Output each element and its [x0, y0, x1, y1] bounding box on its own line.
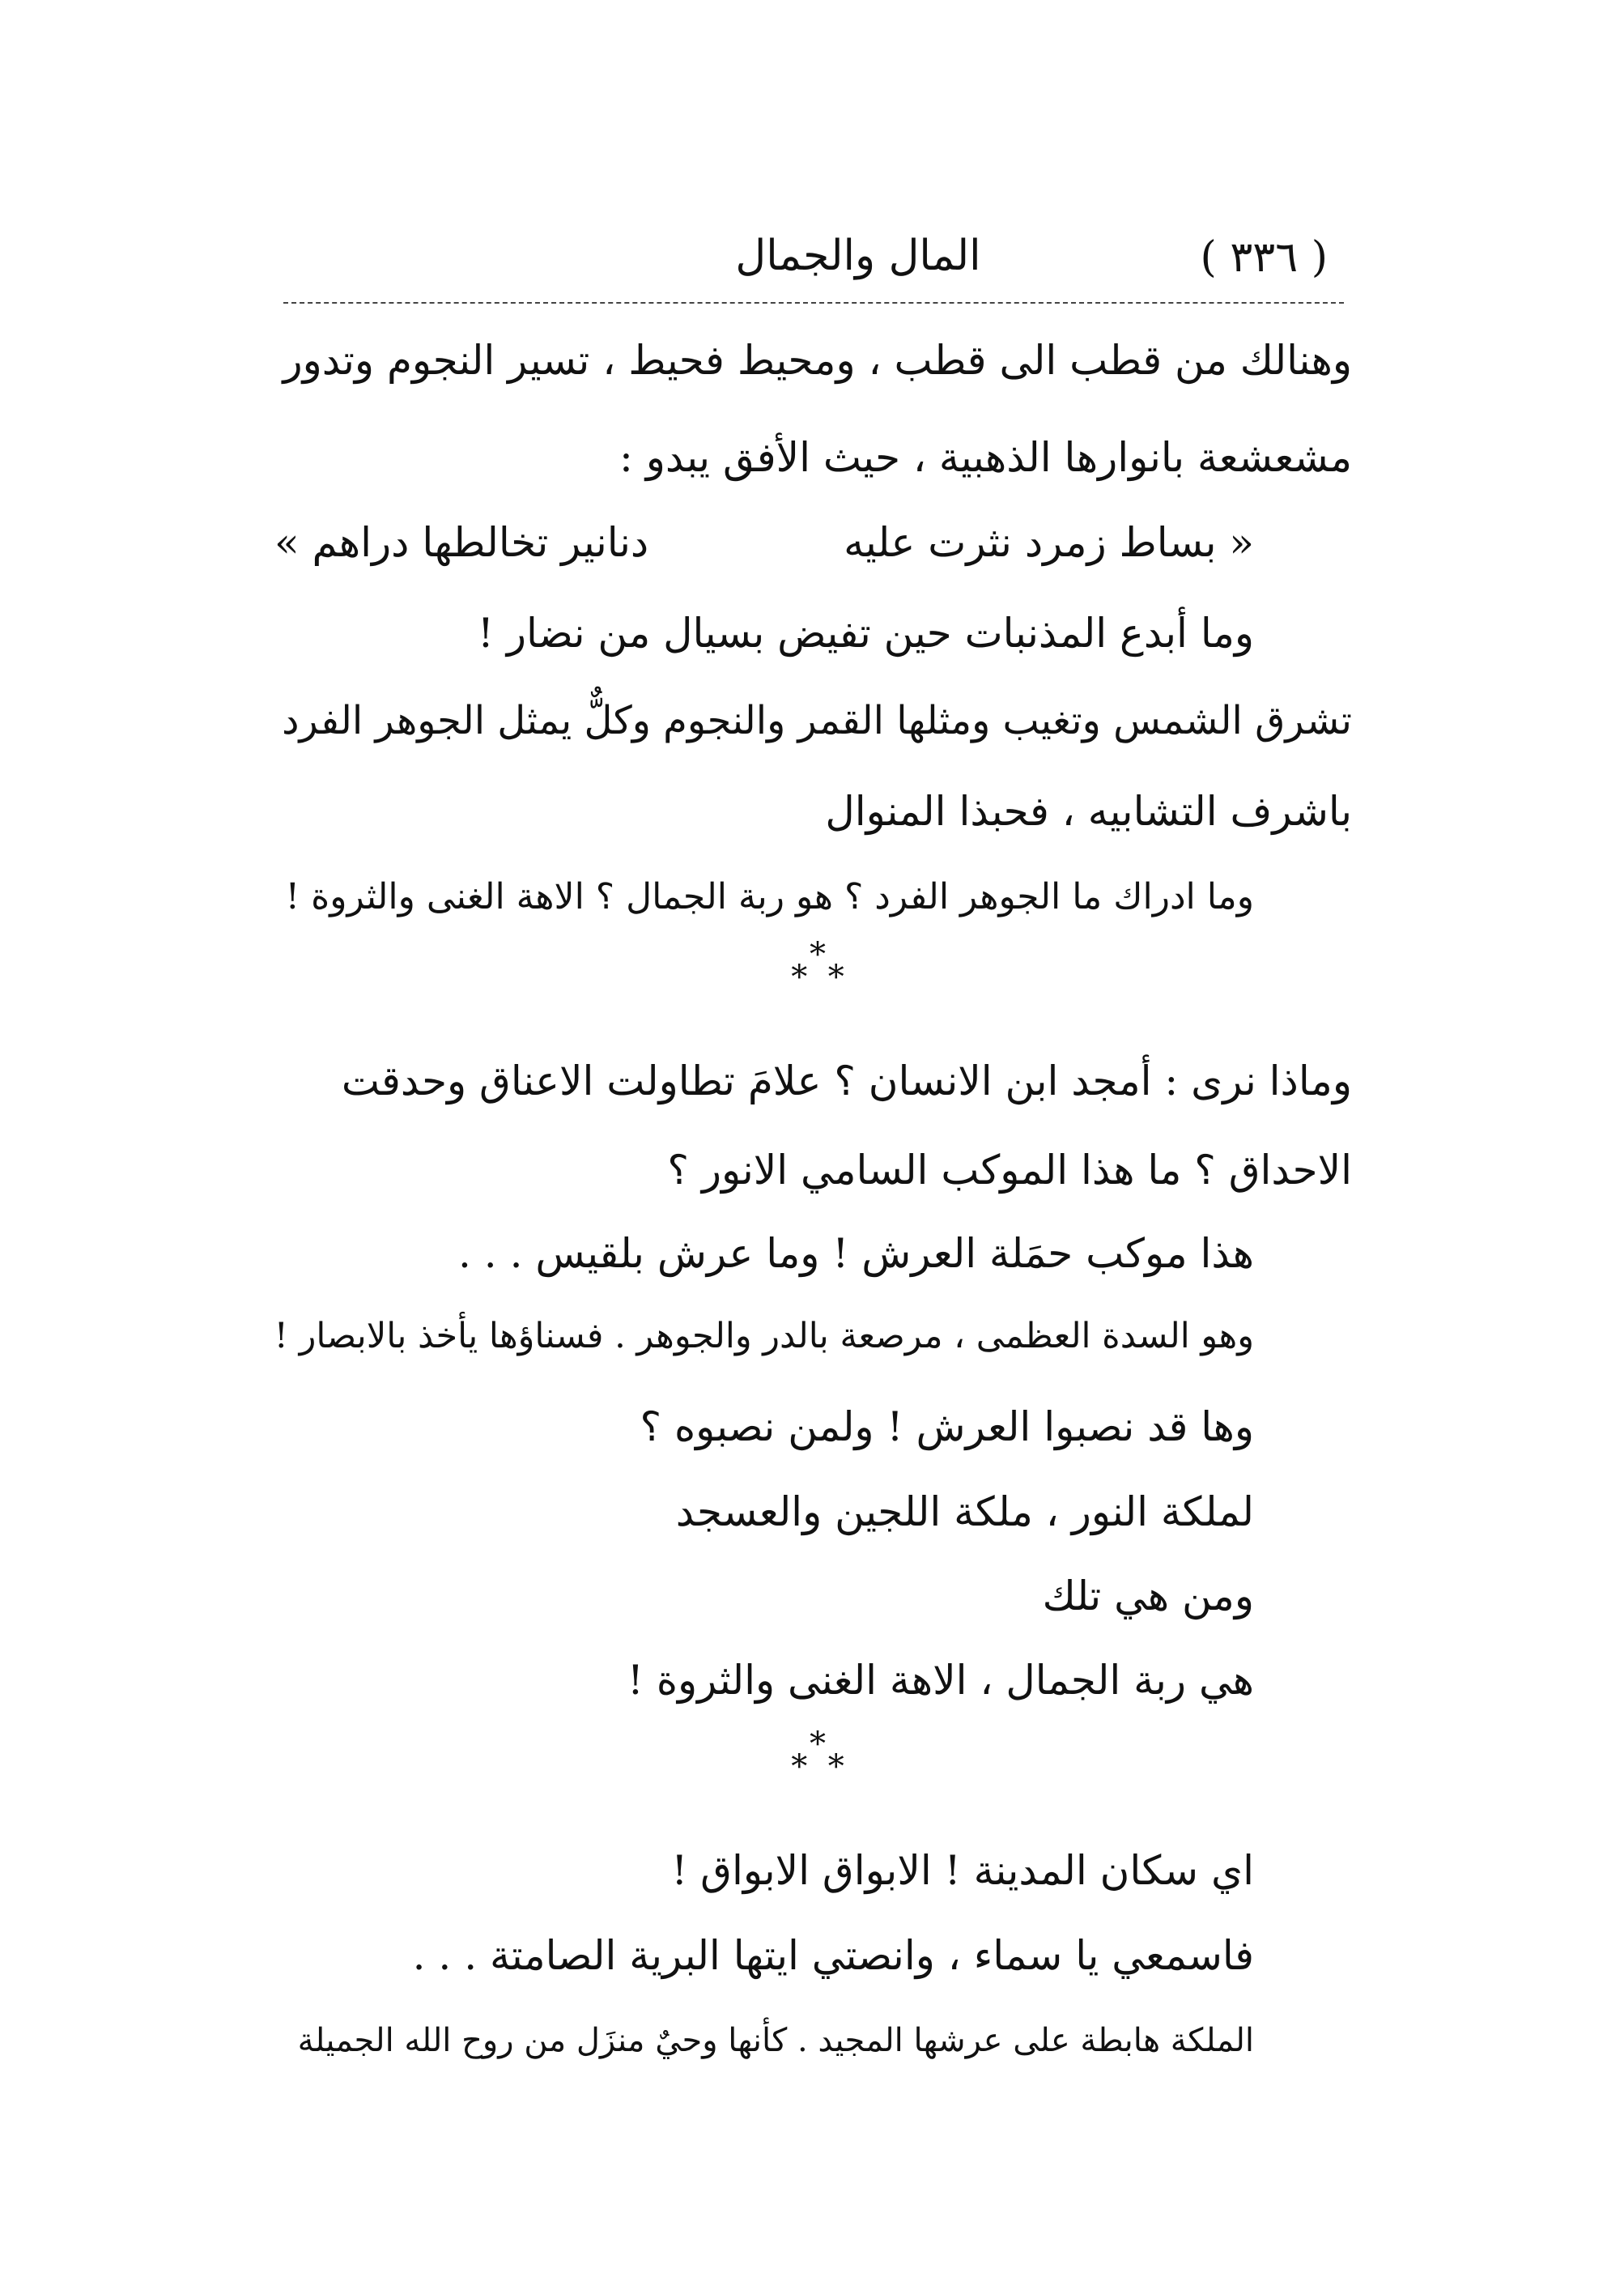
running-title: المال والجمال — [735, 232, 981, 280]
text-line: هذا موكب حمَلة العرش ! وما عرش بلقيس . . . — [458, 1230, 1254, 1277]
text-line: لملكة النور ، ملكة اللجين والعسجد — [675, 1488, 1254, 1535]
text-line: وهو السدة العظمى ، مرصعة بالدر والجوهر . فسناؤها يأخذ بالابصار ! — [274, 1315, 1254, 1356]
text-line: وما أبدع المذنبات حين تفيض بسيال من نضار ! — [477, 610, 1254, 657]
text-line: الاحداق ؟ ما هذا الموكب السامي الانور ؟ — [667, 1147, 1352, 1194]
page-number: ( ٣٣٦ ) — [1200, 233, 1328, 282]
text-line: اي سكان المدينة ! الابواق الابواق ! — [671, 1847, 1254, 1894]
text-line: وما ادراك ما الجوهر الفرد ؟ هو ربة الجمال ؟ الاهة الغنى والثروة ! — [285, 876, 1254, 917]
text-line: باشرف التشابيه ، فحبذا المنوال — [825, 788, 1352, 835]
text-line: هي ربة الجمال ، الاهة الغنى والثروة ! — [627, 1657, 1254, 1704]
page-header — [275, 217, 1352, 298]
verse-line — [274, 506, 1254, 579]
asterisk-pair — [777, 1748, 858, 1785]
text-line: فاسمعي يا سماء ، وانصتي ايتها البرية الصامتة . . . — [412, 1932, 1254, 1979]
section-break — [777, 1726, 858, 1785]
asterisk: * — [791, 959, 808, 996]
text-line: وهنالك من قطب الى قطب ، ومحيط فحيط ، تسير النجوم وتدور — [283, 337, 1352, 384]
asterisk: * — [810, 936, 826, 973]
header-rule — [283, 302, 1344, 304]
text-line: وماذا نرى : أمجد ابن الانسان ؟ علامَ تطاولت الاعناق وحدقت — [341, 1058, 1352, 1104]
asterisk: * — [827, 959, 844, 996]
text-line: مشعشعة بانوارها الذهبية ، حيث الأفق يبدو : — [619, 434, 1352, 481]
text-line: الملكة هابطة على عرشها المجيد . كأنها وحيٌ منزَل من روح الله الجميلة — [297, 2022, 1254, 2059]
text-line: تشرق الشمس وتغيب ومثلها القمر والنجوم وكلٌّ يمثل الجوهر الفرد — [282, 698, 1352, 743]
section-break — [777, 936, 858, 996]
verse-hemistich-second: دنانير تخالطها دراهم » — [274, 519, 649, 566]
asterisk: * — [810, 1726, 826, 1763]
verse-hemistich-first: « بساط زمرد نثرت عليه — [844, 519, 1254, 566]
asterisk: * — [827, 1748, 844, 1785]
text-line: ومن هي تلك — [1042, 1573, 1254, 1619]
asterisk-pair — [777, 959, 858, 996]
text-line: وها قد نصبوا العرش ! ولمن نصبوه ؟ — [640, 1403, 1254, 1450]
asterisk: * — [791, 1748, 808, 1785]
